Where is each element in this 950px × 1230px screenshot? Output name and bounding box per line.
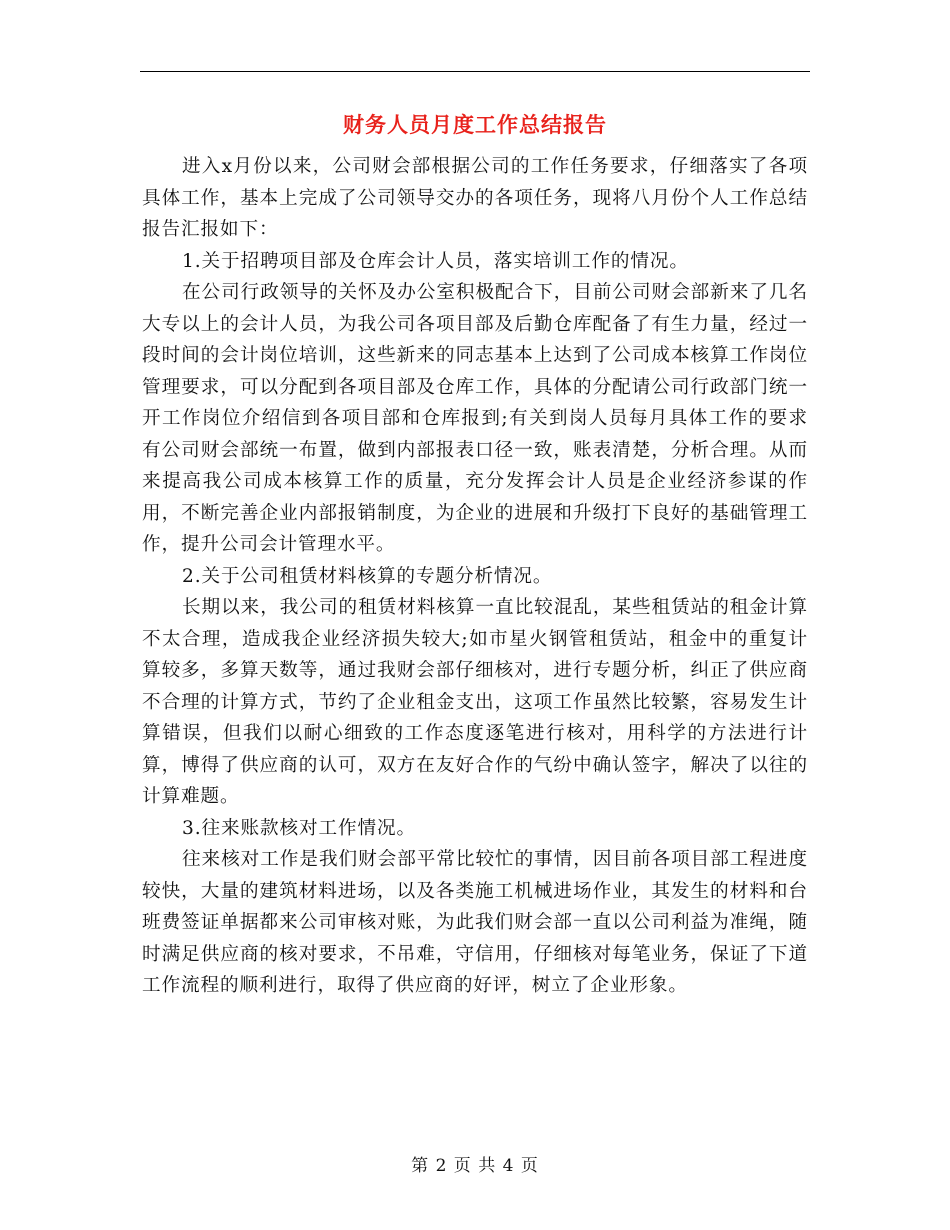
- document-title: 财务人员月度工作总结报告: [343, 112, 607, 137]
- section-2-paragraph: 长期以来，我公司的租赁材料核算一直比较混乱，某些租赁站的租金计算不太合理，造成我企业经济损失较大;如市星火钢管租赁站，租金中的重复计算较多，多算天数等，通过我财会部仔细核对，进行专题分析，纠正了供应商不合理的计算方式，节约了企业租金支出，这项工作虽然比较繁，容易发生计算错误，但我们以耐心细致的工作态度逐笔进行核对，用科学的方法进行计算，博得了供应商的认可，双方在友好合作的气纷中确认签字，解决了以往的计算难题。: [142, 597, 808, 807]
- section-1-paragraph: 在公司行政领导的关怀及办公室积极配合下，目前公司财会部新来了几名大专以上的会计人员，为我公司各项目部及后勤仓库配备了有生力量，经过一段时间的会计岗位培训，这些新来的同志基本上达到了公司成本核算工作岗位管理要求，可以分配到各项目部及仓库工作，具体的分配请公司行政部门统一开工作岗位介绍信到各项目部和仓库报到;有关到岗人员每月具体工作的要求有公司财会部统一布置，做到内部报表口径一致，账表清楚，分析合理。从而来提高我公司成本核算工作的质量，充分发挥会计人员是企业经济参谋的作用，不断完善企业内部报销制度，为企业的进展和升级打下良好的基础管理工作，提升公司会计管理水平。: [142, 282, 808, 555]
- section-heading-1: 1.关于招聘项目部及仓库会计人员，落实培训工作的情况。: [181, 250, 689, 272]
- intro-paragraph: 进入x月份以来，公司财会部根据公司的工作任务要求，仔细落实了各项具体工作，基本上完成了公司领导交办的各项任务，现将八月份个人工作总结报告汇报如下：: [142, 156, 808, 240]
- document-body: [142, 151, 808, 1002]
- section-heading-2: 2.关于公司租赁材料核算的专题分析情况。: [181, 565, 553, 587]
- section-3-paragraph: 往来核对工作是我们财会部平常比较忙的事情，因目前各项目部工程进度较快，大量的建筑材料进场，以及各类施工机械进场作业，其发生的材料和台班费签证单据都来公司审核对账，为此我们财会部一直以公司利益为准绳，随时满足供应商的核对要求，不吊难，守信用，仔细核对每笔业务，保证了下道工作流程的顺利进行，取得了供应商的好评，树立了企业形象。: [142, 849, 808, 996]
- header-rule: [140, 71, 810, 72]
- section-heading-3: 3.往来账款核对工作情况。: [181, 817, 416, 839]
- page-number: 第 2 页 共 4 页: [411, 1156, 539, 1176]
